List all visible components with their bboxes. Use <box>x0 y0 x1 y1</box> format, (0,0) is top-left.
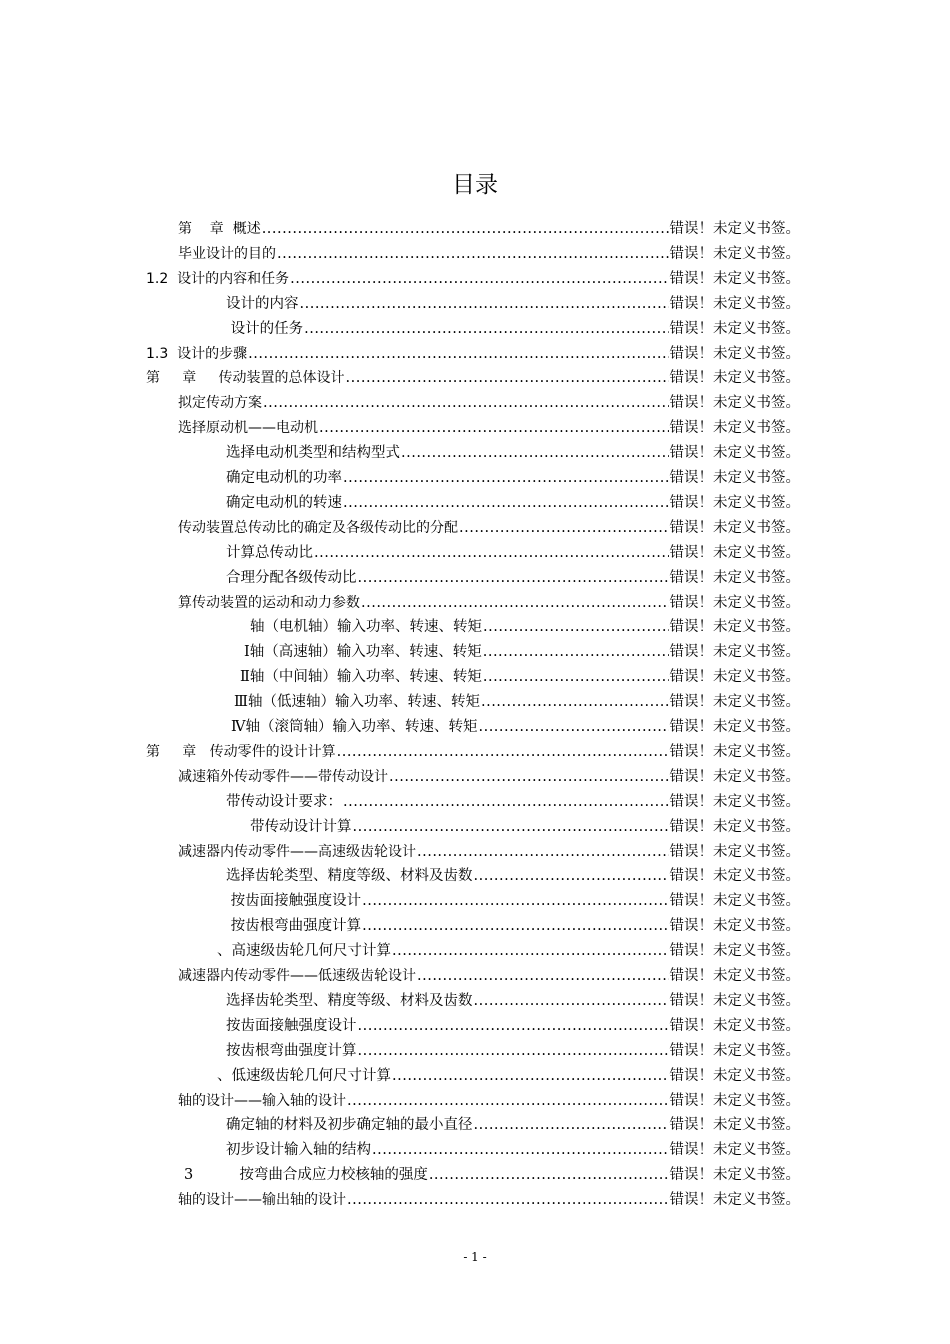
toc-entry-page-ref: 错误！未定义书签。 <box>669 992 800 1009</box>
toc-entry-label: 算传动装置的运动和动力参数 <box>178 594 360 611</box>
toc-entry[interactable] <box>217 936 800 960</box>
toc-entry[interactable] <box>250 812 800 836</box>
dot-leader <box>478 718 668 736</box>
toc-entry-label: 初步设计输入轴的结构 <box>226 1142 371 1159</box>
dot-leader <box>417 843 669 861</box>
toc-entry[interactable] <box>146 264 800 288</box>
toc-entry[interactable] <box>226 289 800 313</box>
toc-entry-label: 3 按弯曲合成应力校核轴的强度 <box>184 1167 428 1184</box>
toc-entry-page-ref: 错误！未定义书签。 <box>669 719 800 735</box>
toc-entry-label: 按齿根弯曲强度计算 <box>226 1042 357 1059</box>
toc-entry[interactable] <box>146 339 800 363</box>
toc-entry[interactable] <box>240 662 800 686</box>
dot-leader <box>358 1042 669 1060</box>
dot-leader <box>401 444 669 462</box>
toc-entry-page-ref: 错误！未定义书签。 <box>669 519 800 536</box>
toc-entry-label: Ⅱ轴（中间轴）输入功率、转速、转矩 <box>240 669 482 686</box>
toc-entry-label: 、低速级齿轮几何尺寸计算 <box>217 1067 391 1084</box>
page-number: - 1 - <box>463 1250 487 1264</box>
toc-entry[interactable] <box>226 1036 800 1060</box>
toc-entry[interactable] <box>226 886 800 910</box>
dot-leader <box>417 967 669 985</box>
dot-leader <box>343 469 669 487</box>
toc-entry-label: 传动装置总传动比的确定及各级传动比的分配 <box>178 519 458 536</box>
toc-entry-label: 选择原动机——电动机 <box>178 420 318 437</box>
dot-leader <box>346 369 669 387</box>
toc-entry-page-ref: 错误！未定义书签。 <box>669 420 800 437</box>
toc-entry-page-ref: 错误！未定义书签。 <box>669 768 800 785</box>
toc-entry-page-ref: 错误！未定义书签。 <box>669 544 800 561</box>
dot-leader <box>300 295 669 313</box>
toc-entry[interactable] <box>178 214 800 238</box>
dot-leader <box>358 1017 669 1035</box>
dot-leader <box>343 793 669 811</box>
toc-entry-page-ref: 错误！未定义书签。 <box>669 1092 800 1109</box>
toc-entry[interactable] <box>184 1160 800 1184</box>
toc-entry-label: Ⅰ轴（高速轴）输入功率、转速、转矩 <box>244 644 482 661</box>
toc-entry-page-ref: 错误！未定义书签。 <box>669 893 800 910</box>
toc-entry-label: 按齿面接触强度设计 <box>226 1017 357 1034</box>
dot-leader <box>248 345 668 363</box>
toc-entry-label: 第 章 传动装置的总体设计 <box>146 370 345 387</box>
dot-leader <box>362 892 668 910</box>
toc-entry-label: 带传动设计要求： <box>226 793 342 810</box>
toc-entry[interactable] <box>178 239 800 263</box>
toc-entry-page-ref: 错误！未定义书签。 <box>669 619 800 636</box>
toc-entry-label: 按齿面接触强度设计 <box>226 893 362 910</box>
toc-entry-label: 1.2 设计的内容和任务 <box>146 270 290 287</box>
toc-entry[interactable] <box>178 388 800 412</box>
toc-entry[interactable] <box>226 1135 800 1159</box>
toc-entry[interactable] <box>178 762 800 786</box>
dot-leader <box>392 1067 669 1085</box>
dot-leader <box>483 643 669 661</box>
toc-entry[interactable] <box>226 488 800 512</box>
toc-entry-label: 减速器内传动零件——低速级齿轮设计 <box>178 968 416 984</box>
toc-entry-label: 选择齿轮类型、精度等级、材料及齿数 <box>226 868 473 885</box>
toc-entry-label: 带传动设计计算 <box>250 818 352 835</box>
toc-entry-label: 设计的任务 <box>226 320 304 337</box>
toc-entry-label: 轴的设计——输出轴的设计 <box>178 1192 346 1209</box>
toc-entry-label: Ⅲ轴（低速轴）输入功率、转速、转矩 <box>234 694 480 711</box>
toc-entry-page-ref: 错误！未定义书签。 <box>669 594 800 611</box>
toc-entry[interactable] <box>226 563 800 587</box>
toc-entry[interactable] <box>226 538 800 562</box>
toc-entry-page-ref: 错误！未定义书签。 <box>669 743 800 760</box>
toc-entry-page-ref: 错误！未定义书签。 <box>669 569 800 586</box>
toc-entry-label: 确定电动机的转速 <box>226 494 342 511</box>
dot-leader <box>481 693 669 711</box>
toc-entry-label: 确定电动机的功率 <box>226 470 342 486</box>
toc-entry-page-ref: 错误！未定义书签。 <box>669 868 800 885</box>
toc-entry-label: Ⅳ轴（滚筒轴）输入功率、转速、转矩 <box>231 719 478 735</box>
toc-entry-label: 、高速级齿轮几何尺寸计算 <box>217 943 391 960</box>
toc-entry-page-ref: 错误！未定义书签。 <box>669 943 800 960</box>
toc-entry[interactable] <box>250 612 800 636</box>
toc-entry-label: 选择齿轮类型、精度等级、材料及齿数 <box>226 992 473 1009</box>
toc-entry-page-ref: 错误！未定义书签。 <box>669 445 800 462</box>
toc-entry-page-ref: 错误！未定义书签。 <box>669 1142 800 1159</box>
toc-entry-page-ref: 错误！未定义书签。 <box>669 1067 800 1084</box>
dot-leader <box>389 768 669 786</box>
dot-leader <box>337 743 669 761</box>
toc-entry-label: 轴的设计——输入轴的设计 <box>178 1092 346 1109</box>
toc-entry-page-ref: 错误！未定义书签。 <box>669 470 800 486</box>
toc-entry[interactable] <box>226 1110 800 1134</box>
toc-entry[interactable] <box>178 837 800 861</box>
toc-entry-label: 确定轴的材料及初步确定轴的最小直径 <box>226 1117 473 1134</box>
toc-entry[interactable] <box>231 712 800 736</box>
dot-leader <box>483 668 669 686</box>
toc-entry-page-ref: 错误！未定义书签。 <box>669 843 800 860</box>
toc-entry[interactable] <box>226 986 800 1010</box>
toc-entry-page-ref: 错误！未定义书签。 <box>669 793 800 810</box>
toc-entry[interactable] <box>178 961 800 985</box>
toc-title: 目录 <box>452 172 498 198</box>
toc-entry-label: 减速器内传动零件——高速级齿轮设计 <box>178 843 416 860</box>
toc-entry-label: 减速箱外传动零件——带传动设计 <box>178 768 388 785</box>
dot-leader <box>429 1166 669 1184</box>
toc-entry-page-ref: 错误！未定义书签。 <box>669 370 800 387</box>
toc-entry-label: 拟定传动方案 <box>178 395 262 412</box>
toc-entry-page-ref: 错误！未定义书签。 <box>669 968 800 984</box>
toc-entry[interactable] <box>178 1185 800 1209</box>
toc-entry-page-ref: 错误！未定义书签。 <box>669 644 800 661</box>
toc-entry-label: 轴（电机轴）输入功率、转速、转矩 <box>250 619 482 636</box>
dot-leader <box>459 519 669 537</box>
dot-leader <box>347 1191 669 1209</box>
toc-entry-page-ref: 错误！未定义书签。 <box>669 918 800 935</box>
dot-leader <box>304 320 668 338</box>
toc-entry[interactable] <box>146 363 800 387</box>
toc-entry-label: 按齿根弯曲强度计算 <box>226 918 362 935</box>
toc-entry-page-ref: 错误！未定义书签。 <box>669 1167 800 1184</box>
toc-entry-page-ref: 错误！未定义书签。 <box>669 1042 800 1059</box>
toc-entry-page-ref: 错误！未定义书签。 <box>669 1192 800 1209</box>
toc-entry-page-ref: 错误！未定义书签。 <box>669 669 800 686</box>
toc-entry[interactable] <box>226 787 800 811</box>
dot-leader <box>362 917 668 935</box>
toc-entry-label: 第 章 传动零件的设计计算 <box>146 743 336 760</box>
toc-entry[interactable] <box>226 1011 800 1035</box>
dot-leader <box>361 594 669 612</box>
toc-entry-label: 合理分配各级传动比 <box>226 569 357 586</box>
toc-entry-label: 计算总传动比 <box>226 544 313 561</box>
toc-entry-label: 1.3 设计的步骤 <box>146 345 248 362</box>
toc-entry[interactable] <box>226 463 800 487</box>
dot-leader <box>474 1116 669 1134</box>
toc-entry-label: 选择电动机类型和结构型式 <box>226 445 400 462</box>
toc-entry-page-ref: 错误！未定义书签。 <box>669 245 800 262</box>
toc-entry-page-ref: 错误！未定义书签。 <box>669 818 800 835</box>
dot-leader <box>290 270 668 288</box>
toc-entry[interactable] <box>244 637 800 661</box>
toc-entry-page-ref: 错误！未定义书签。 <box>669 395 800 412</box>
dot-leader <box>343 494 669 512</box>
toc-entry[interactable] <box>234 687 800 711</box>
toc-entry-page-ref: 错误！未定义书签。 <box>669 694 800 711</box>
toc-entry-page-ref: 错误！未定义书签。 <box>669 1117 800 1134</box>
dot-leader <box>262 220 669 238</box>
toc-entry-page-ref: 错误！未定义书签。 <box>669 1017 800 1034</box>
toc-entry-page-ref: 错误！未定义书签。 <box>669 270 800 287</box>
dot-leader <box>263 394 669 412</box>
dot-leader <box>314 544 669 562</box>
toc-entry[interactable] <box>217 1061 800 1085</box>
dot-leader <box>372 1141 669 1159</box>
toc-entry-page-ref: 错误！未定义书签。 <box>669 494 800 511</box>
toc-entry-page-ref: 错误！未定义书签。 <box>669 295 800 312</box>
toc-entry[interactable] <box>226 438 800 462</box>
dot-leader <box>474 867 669 885</box>
toc-entry[interactable] <box>178 1086 800 1110</box>
toc-entry[interactable] <box>146 737 800 761</box>
toc-entry[interactable] <box>226 314 800 338</box>
toc-entry-label: 毕业设计的目的 <box>178 245 276 262</box>
dot-leader <box>474 992 669 1010</box>
dot-leader <box>353 818 669 836</box>
dot-leader <box>483 618 669 636</box>
dot-leader <box>392 942 669 960</box>
toc-entry[interactable] <box>226 911 800 935</box>
dot-leader <box>277 245 669 263</box>
toc-entry-label: 设计的内容 <box>226 295 299 312</box>
toc-entry[interactable] <box>226 861 800 885</box>
toc-entry[interactable] <box>178 588 800 612</box>
toc-entry-label: 第 章 概述 <box>178 221 261 237</box>
dot-leader <box>358 569 669 587</box>
dot-leader <box>319 419 669 437</box>
toc-entry-page-ref: 错误！未定义书签。 <box>669 345 800 362</box>
toc-entry[interactable] <box>178 413 800 437</box>
dot-leader <box>347 1092 669 1110</box>
toc-entry-page-ref: 错误！未定义书签。 <box>669 221 800 237</box>
toc-entry[interactable] <box>178 513 800 537</box>
toc-entry-page-ref: 错误！未定义书签。 <box>669 320 800 337</box>
